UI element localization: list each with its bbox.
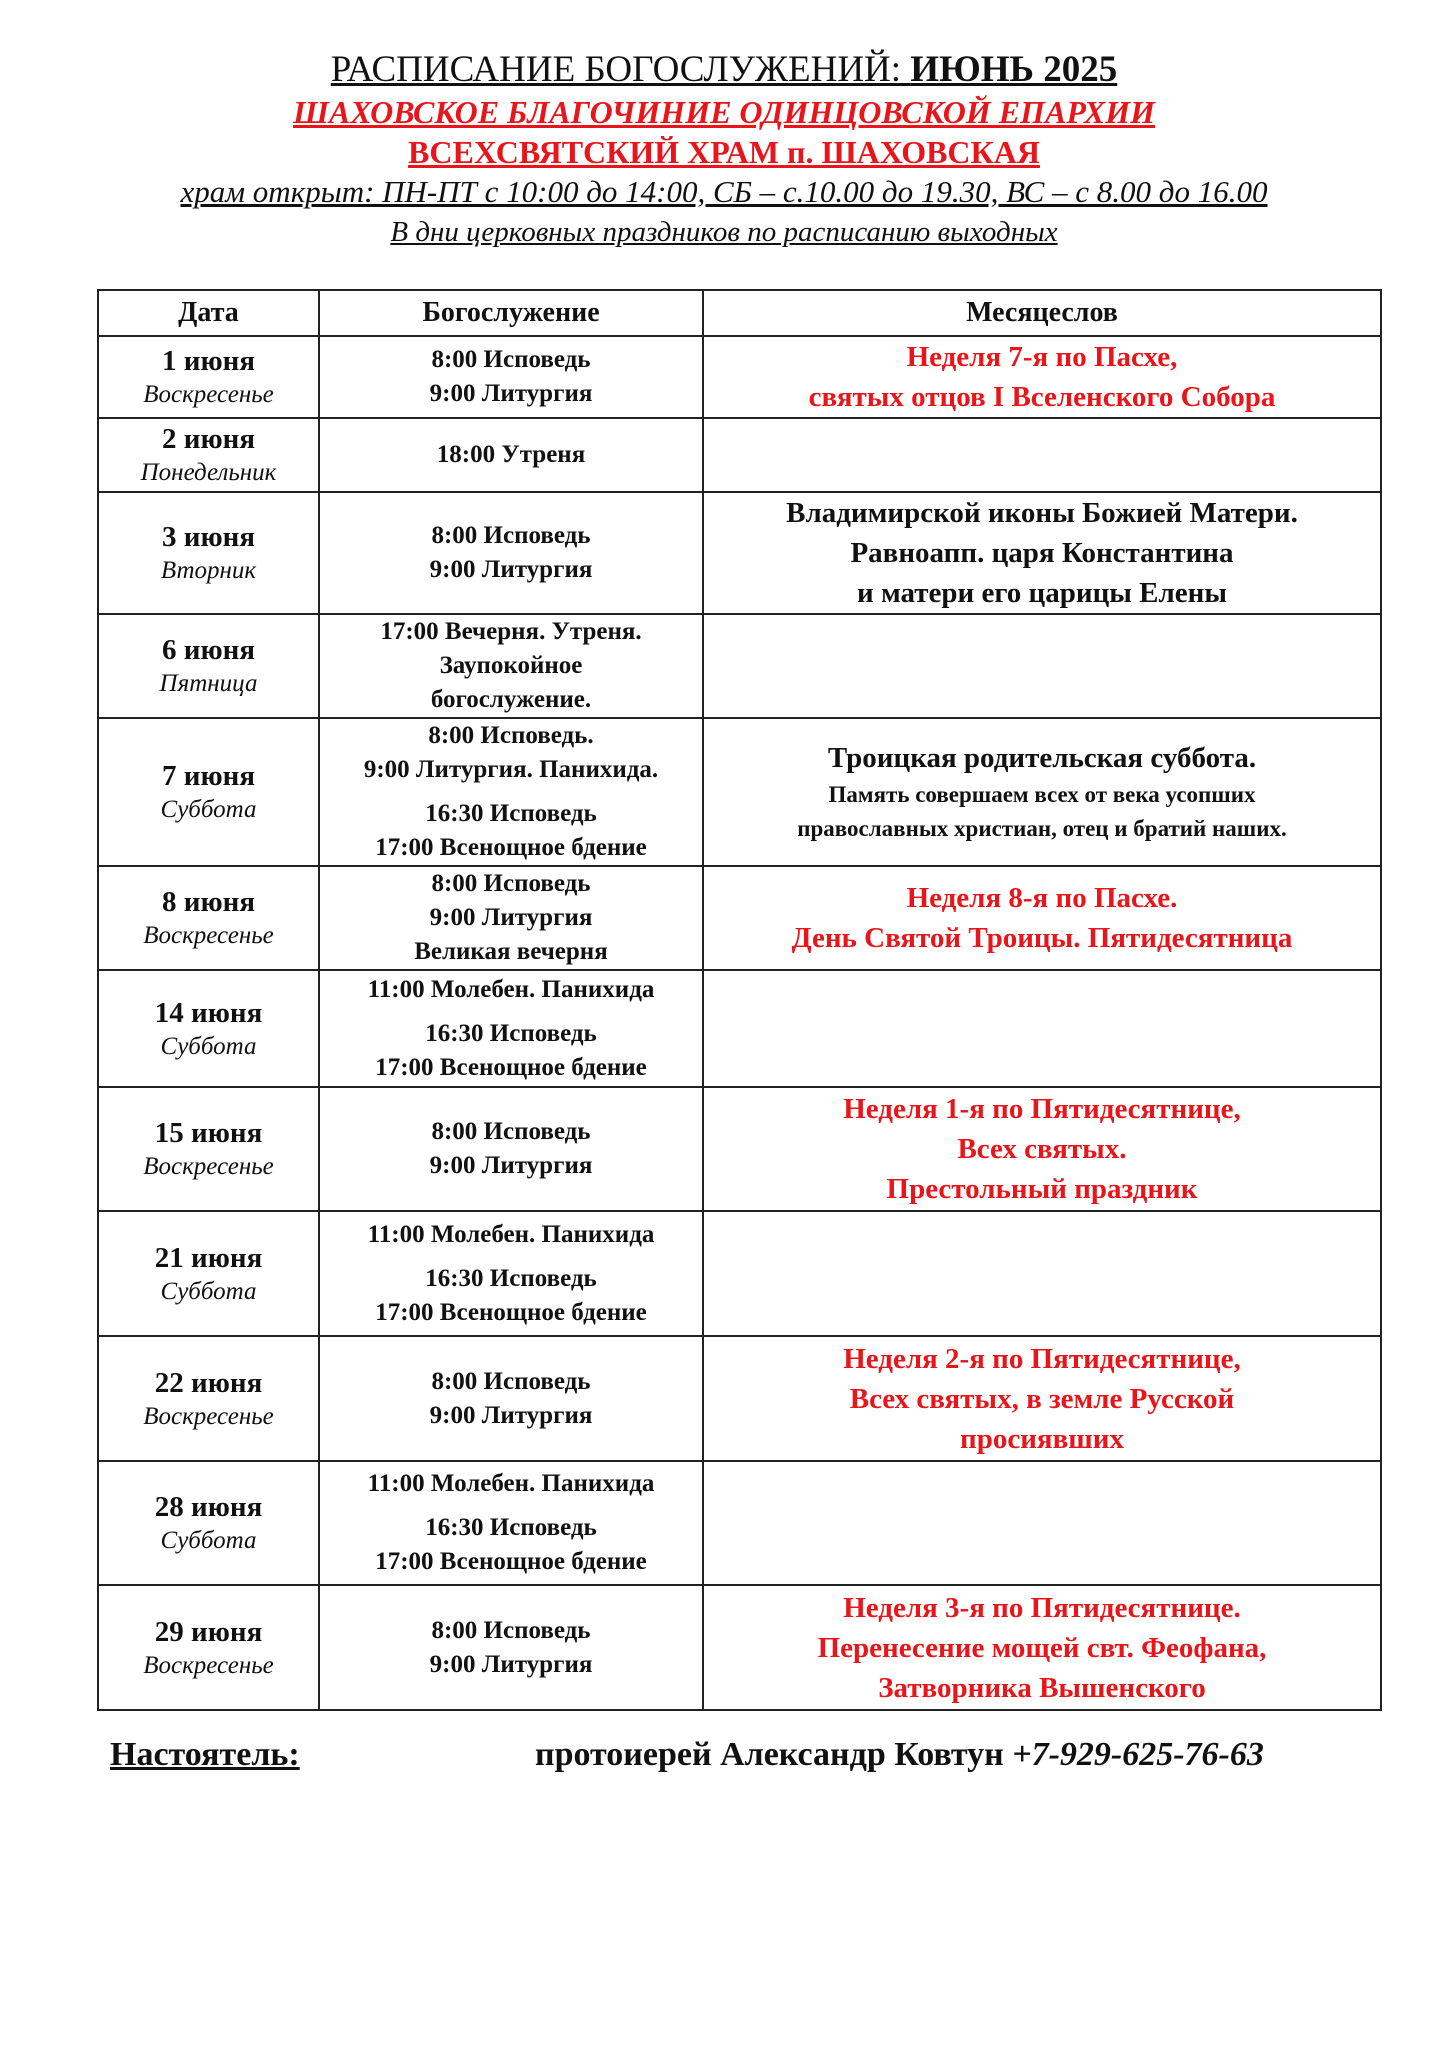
service-cell: [319, 336, 703, 418]
date-cell: [98, 614, 319, 718]
date-label: 8 июня: [161, 886, 256, 918]
calendar-line: Неделя 3-я по Пятидесятнице.: [843, 1591, 1241, 1624]
service-cell: [319, 1336, 703, 1461]
service-cell: [319, 1461, 703, 1585]
service-line: 8:00 Исповедь: [431, 346, 591, 373]
calendar-line: Затворника Вышенского: [878, 1671, 1206, 1704]
calendar-cell: [703, 336, 1381, 418]
service-line: 11:00 Молебен. Панихида: [367, 1470, 655, 1497]
date-label: 15 июня: [154, 1117, 263, 1149]
service-cell: [319, 970, 703, 1087]
service-line: 8:00 Исповедь.: [428, 722, 594, 749]
service-line: 17:00 Всенощное бдение: [375, 1548, 647, 1575]
calendar-line: просиявших: [960, 1422, 1124, 1455]
title-month: ИЮНЬ 2025: [910, 49, 1118, 90]
service-line: 17:00 Всенощное бдение: [375, 834, 647, 861]
table-row: [98, 1585, 1381, 1710]
table-row: [98, 1336, 1381, 1461]
calendar-line: День Святой Троицы. Пятидесятница: [791, 922, 1293, 954]
calendar-line: Неделя 7-я по Пасхе,: [906, 341, 1178, 373]
calendar-cell: [703, 614, 1381, 718]
weekday-label: Понедельник: [140, 459, 277, 486]
date-cell: [98, 1211, 319, 1336]
weekday-label: Воскресенье: [143, 1651, 274, 1679]
weekday-label: Вторник: [160, 557, 257, 584]
calendar-cell: [703, 1585, 1381, 1710]
calendar-line: Всех святых.: [957, 1133, 1127, 1165]
service-line: 11:00 Молебен. Панихида: [367, 1220, 655, 1248]
calendar-note: православных христиан, отец и братий наших.: [797, 816, 1287, 841]
date-cell: [98, 1087, 319, 1211]
service-line: Заупокойное: [439, 652, 583, 679]
title-prefix: РАСПИСАНИЕ БОГОСЛУЖЕНИЙ:: [330, 49, 911, 90]
date-label: 6 июня: [161, 634, 256, 666]
service-line: 8:00 Исповедь: [431, 1616, 591, 1644]
table-header-row: [98, 290, 1381, 336]
date-cell: [98, 1336, 319, 1461]
service-line: 9:00 Литургия: [429, 380, 593, 407]
column-header-calendar: Месяцеслов: [703, 290, 1381, 336]
service-cell: [319, 866, 703, 970]
weekday-label: Воскресенье: [143, 922, 274, 949]
date-label: 1 июня: [161, 345, 256, 377]
date-cell: [98, 718, 319, 866]
service-line: 8:00 Исповедь: [431, 1367, 591, 1395]
service-line: богослужение.: [430, 686, 592, 713]
service-cell: [319, 1585, 703, 1710]
calendar-line: Владимирской иконы Божией Матери.: [786, 497, 1298, 529]
page-title: [0, 48, 1448, 92]
weekday-label: Суббота: [160, 796, 257, 823]
service-line: 9:00 Литургия: [429, 1650, 593, 1678]
date-cell: [98, 866, 319, 970]
service-cell: [319, 718, 703, 866]
date-label: 2 июня: [161, 423, 256, 455]
calendar-line: Неделя 8-я по Пасхе.: [906, 882, 1178, 914]
table-row: [98, 866, 1381, 970]
table-row: [98, 970, 1381, 1087]
rector-phone: +7-929-625-76-63: [1012, 1736, 1264, 1773]
service-line: 9:00 Литургия: [429, 904, 593, 931]
calendar-line: Троицкая родительская суббота.: [827, 742, 1257, 774]
date-label: 14 июня: [154, 996, 263, 1029]
calendar-line: и матери его царицы Елены: [856, 577, 1228, 609]
service-line: 16:30 Исповедь: [425, 1019, 597, 1047]
service-line: 9:00 Литургия: [429, 556, 593, 583]
service-line: 9:00 Литургия: [429, 1401, 593, 1429]
service-line: Великая вечерня: [414, 938, 608, 965]
date-cell: [98, 336, 319, 418]
calendar-cell: [703, 970, 1381, 1087]
table-row: [98, 336, 1381, 418]
page-header: [0, 48, 1448, 252]
date-cell: [98, 492, 319, 614]
date-label: 22 июня: [154, 1366, 263, 1399]
weekday-label: Воскресенье: [143, 381, 274, 408]
calendar-line: Всех святых, в земле Русской: [849, 1382, 1235, 1415]
table-row: [98, 418, 1381, 492]
service-line: 17:00 Всенощное бдение: [375, 1298, 647, 1326]
calendar-line: святых отцов I Вселенского Собора: [808, 381, 1276, 413]
column-header-date: Дата: [98, 290, 319, 336]
service-line: 8:00 Исповедь: [431, 522, 591, 549]
service-line: 18:00 Утреня: [436, 441, 586, 468]
church-title: ВСЕХСВЯТСКИЙ ХРАМ п. ШАХОВСКАЯ: [408, 134, 1040, 170]
service-line: 16:30 Исповедь: [425, 1514, 597, 1541]
table-row: [98, 1461, 1381, 1585]
service-line: 11:00 Молебен. Панихида: [367, 975, 655, 1003]
service-line: 8:00 Исповедь: [431, 870, 591, 897]
date-label: 7 июня: [161, 760, 256, 792]
date-label: 3 июня: [161, 521, 256, 553]
schedule-table: [97, 289, 1382, 1711]
service-cell: [319, 492, 703, 614]
service-cell: [319, 1087, 703, 1211]
weekday-label: Пятница: [159, 670, 258, 697]
date-cell: [98, 1461, 319, 1585]
service-line: 16:30 Исповедь: [425, 800, 597, 827]
service-line: 8:00 Исповедь: [431, 1118, 591, 1145]
calendar-line: Неделя 2-я по Пятидесятнице,: [843, 1342, 1241, 1375]
table-row: [98, 718, 1381, 866]
weekday-label: Суббота: [160, 1277, 257, 1305]
calendar-line: Равноапп. царя Константина: [850, 537, 1234, 569]
calendar-cell: [703, 866, 1381, 970]
date-cell: [98, 418, 319, 492]
calendar-line: Перенесение мощей свт. Феофана,: [817, 1631, 1267, 1664]
calendar-line: Неделя 1-я по Пятидесятнице,: [843, 1093, 1241, 1125]
date-cell: [98, 1585, 319, 1710]
calendar-line: Престольный праздник: [886, 1173, 1198, 1205]
rector-name: [535, 1736, 1264, 1774]
weekday-label: Суббота: [160, 1032, 257, 1060]
calendar-note: Память совершаем всех от века усопших: [828, 782, 1256, 807]
service-cell: [319, 418, 703, 492]
calendar-cell: [703, 492, 1381, 614]
column-header-service: Богослужение: [319, 290, 703, 336]
calendar-cell: [703, 418, 1381, 492]
weekday-label: Воскресенье: [143, 1402, 274, 1430]
table-row: [98, 1211, 1381, 1336]
calendar-cell: [703, 1211, 1381, 1336]
date-label: 21 июня: [154, 1241, 263, 1274]
table-row: [98, 492, 1381, 614]
weekday-label: Суббота: [160, 1527, 257, 1554]
holidays-note: В дни церковных праздников по расписанию выходных: [390, 216, 1058, 248]
weekday-label: Воскресенье: [143, 1153, 274, 1180]
calendar-cell: [703, 1087, 1381, 1211]
table-row: [98, 1087, 1381, 1211]
date-label: 29 июня: [154, 1615, 263, 1648]
service-line: 17:00 Вечерня. Утреня.: [380, 618, 642, 645]
table-row: [98, 614, 1381, 718]
service-cell: [319, 614, 703, 718]
calendar-cell: [703, 718, 1381, 866]
service-line: 9:00 Литургия: [429, 1152, 593, 1179]
service-line: 9:00 Литургия. Панихида.: [363, 756, 659, 783]
service-line: 16:30 Исповедь: [425, 1264, 597, 1292]
date-cell: [98, 970, 319, 1087]
service-cell: [319, 1211, 703, 1336]
rector-name-text: протоиерей Александр Ковтун: [535, 1736, 1013, 1773]
deanery-title: ШАХОВСКОЕ БЛАГОЧИНИЕ ОДИНЦОВСКОЙ ЕПАРХИИ: [293, 94, 1155, 130]
date-label: 28 июня: [154, 1491, 263, 1523]
calendar-cell: [703, 1461, 1381, 1585]
calendar-cell: [703, 1336, 1381, 1461]
service-line: 17:00 Всенощное бдение: [375, 1053, 647, 1081]
opening-hours: храм открыт: ПН-ПТ с 10:00 до 14:00, СБ – с.10.00 до 19.30, ВС – с 8.00 до 16.00: [180, 174, 1268, 209]
rector-role-label: Настоятель:: [110, 1736, 300, 1773]
